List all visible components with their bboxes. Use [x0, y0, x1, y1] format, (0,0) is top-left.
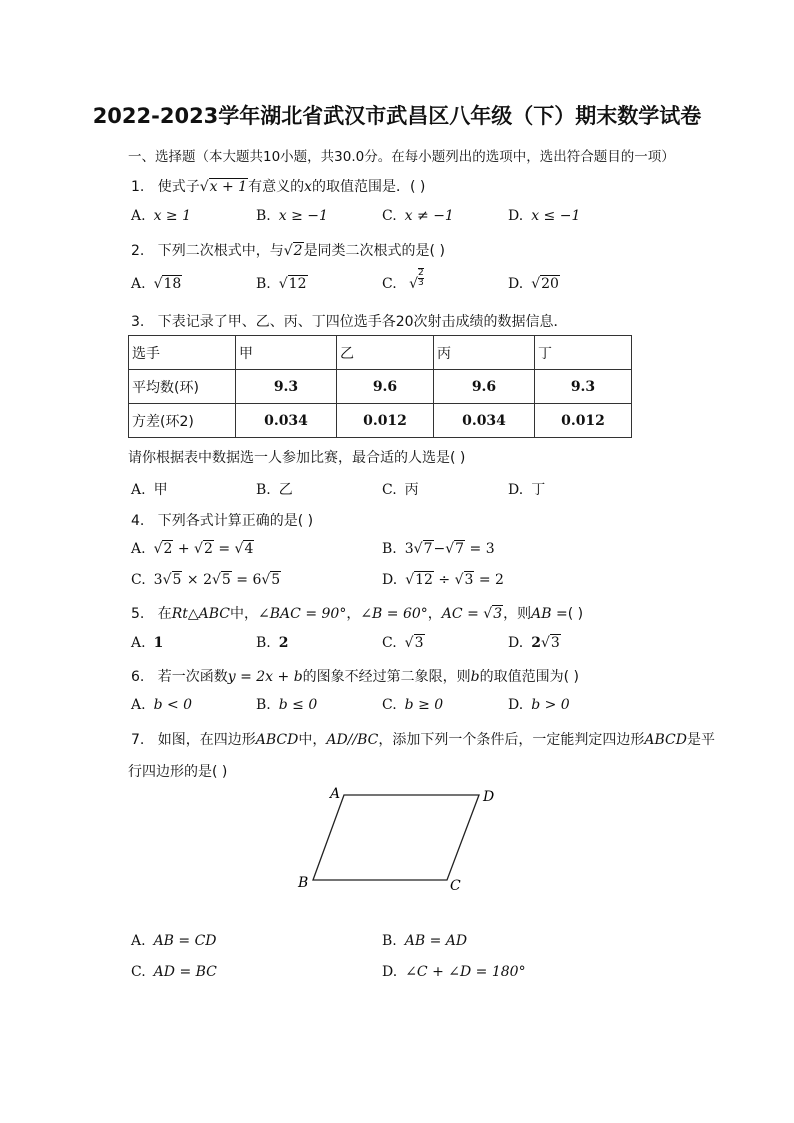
question-text: 有意义的 [248, 179, 305, 195]
question-number: 6. [131, 669, 145, 685]
vertex-label-a: A [330, 786, 341, 802]
option-a: A. AB = CD [131, 933, 217, 949]
option-d: D. x ≤ −1 [508, 208, 581, 224]
question-number: 1. [131, 179, 145, 195]
vertex-label-d: D [483, 789, 495, 805]
question-1: 1. 使式子√x + 1有意义的x的取值范围是．( ) [131, 179, 426, 195]
table-row: 方差(环2) 0.034 0.012 0.034 0.012 [129, 404, 632, 438]
table-row: 选手 甲 乙 丙 丁 [129, 336, 632, 370]
question-text: 使式子 [157, 179, 200, 195]
question-7: 7. 如图，在四边形ABCD中，AD//BC，添加下列一个条件后，一定能判定四边形ABCD是平 [131, 732, 715, 748]
option-c: C. 3√5 × 2√5 = 6√5 [131, 572, 281, 588]
option-c: C. x ≠ −1 [382, 208, 454, 224]
option-d: D. 2√3 [508, 635, 560, 651]
option-a: A. x ≥ 1 [131, 208, 191, 224]
option-b: B. x ≥ −1 [256, 208, 328, 224]
question-5: 5. 在Rt△ABC中，∠BAC = 90°，∠B = 60°，AC = √3，则AB =( ) [131, 606, 584, 622]
parallelogram-figure [290, 780, 510, 895]
score-table [128, 335, 632, 438]
question-text: 是同类二次根式的是( ) [303, 243, 445, 259]
option-d: D. 丁 [508, 482, 546, 498]
vertex-label-b: B [298, 875, 309, 891]
option-a: A. b < 0 [131, 697, 193, 713]
radicand: 2 [293, 243, 303, 259]
option-a: A. 1 [131, 635, 164, 651]
question-number: 7. [131, 732, 145, 748]
question-text: 下列二次根式中，与 [157, 243, 284, 259]
question-2: 2. 下列二次根式中，与√2是同类二次根式的是( ) [131, 243, 445, 259]
option-c: C. b ≥ 0 [382, 697, 444, 713]
option-d: D. b > 0 [508, 697, 570, 713]
question-number: 2. [131, 243, 145, 259]
option-c: C. AD = BC [131, 964, 217, 980]
question-number: 5. [131, 606, 145, 622]
option-c: C. √3 [382, 635, 424, 651]
question-text: 下表记录了甲、乙、丙、丁四位选手各20次射击成绩的数据信息． [157, 314, 568, 330]
option-d: D. √20 [508, 276, 559, 292]
option-d: D. ∠C + ∠D = 180° [382, 964, 526, 980]
option-d: D. √12 ÷ √3 = 2 [382, 572, 504, 588]
section-heading: 一、选择题（本大题共10小题，共30.0分。在每小题列出的选项中，选出符合题目的一项） [128, 149, 675, 165]
option-c: C. √ $\frac{2}{3}$ [382, 268, 424, 292]
option-a: A. √2 + √2 = √4 [131, 541, 254, 557]
vertex-label-c: C [450, 878, 461, 894]
question-number: 3. [131, 314, 145, 330]
option-b: B. 3√7−√7 = 3 [382, 541, 495, 557]
option-b: B. 2 [256, 635, 289, 651]
parallelogram-shape [313, 795, 479, 880]
variable: x [304, 179, 312, 195]
radicand: x + 1 [209, 179, 248, 195]
question-6: 6. 若一次函数y = 2x + b的图象不经过第二象限，则b的取值范围为( ) [131, 669, 579, 685]
question-7-line2: 行四边形的是( ) [128, 764, 228, 780]
question-text: 下列各式计算正确的是( ) [157, 513, 314, 529]
question-3 [131, 311, 568, 331]
question-3-prompt: 请你根据表中数据选一人参加比赛，最合适的人选是( ) [128, 450, 466, 466]
option-a: A. 甲 [131, 482, 168, 498]
option-a: A. √18 [131, 276, 182, 292]
page-title: 2022-2023学年湖北省武汉市武昌区八年级（下）期末数学试卷 [92, 104, 702, 128]
question-number: 4. [131, 513, 145, 529]
option-c: C. 丙 [382, 482, 419, 498]
option-b: B. 乙 [256, 482, 293, 498]
fraction: $\frac{2}{3}$ [418, 268, 424, 288]
option-b: B. √12 [256, 276, 307, 292]
option-b: B. b ≤ 0 [256, 697, 318, 713]
question-4 [131, 510, 313, 530]
option-b: B. AB = AD [382, 933, 468, 949]
table-row: 平均数(环) 9.3 9.6 9.6 9.3 [129, 370, 632, 404]
question-text: 的取值范围是．( ) [311, 179, 426, 195]
